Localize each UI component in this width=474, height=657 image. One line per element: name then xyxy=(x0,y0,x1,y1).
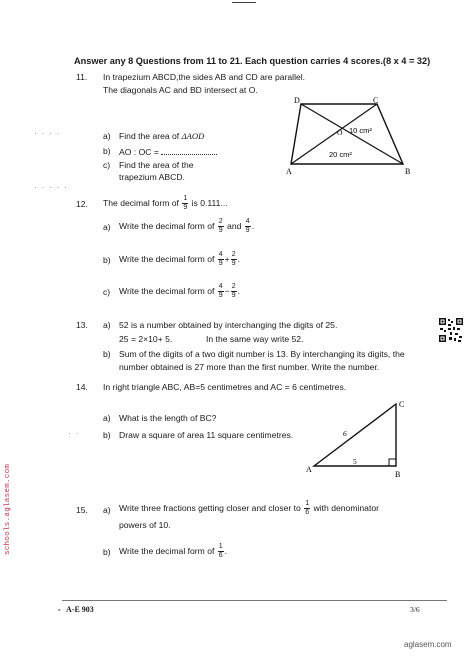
qr-code-icon xyxy=(439,318,463,342)
point-o-label: O xyxy=(337,128,343,137)
q13a-line2b: In the same way write 52. xyxy=(206,334,304,344)
q13b-label: b) xyxy=(103,349,111,359)
section-instructions: Answer any 8 Questions from 11 to 21. Each question carries 4 scores.(8 x 4 = 32) xyxy=(74,56,431,66)
q12b-label: b) xyxy=(103,255,111,265)
q14b-question: Draw a square of area 11 square centimetres. xyxy=(119,430,294,440)
area-aob-label: 20 cm² xyxy=(329,150,352,159)
fraction: $\frac{2}{9}$ xyxy=(231,283,236,299)
q15a-label: a) xyxy=(103,505,111,515)
fraction: $\frac{4}{9}$ xyxy=(245,218,250,234)
q14a-question: What is the length of BC? xyxy=(119,413,217,423)
scan-speck: · · xyxy=(68,428,80,438)
q14a-label: a) xyxy=(103,413,111,423)
fraction: $\frac{2}{9}$ xyxy=(231,251,236,267)
q14-stem: In right triangle ABC, AB=5 centimetres and AC = 6 centimetres. xyxy=(103,382,347,392)
q12b-question: Write the decimal form of $\frac{4}{9}$ + $\frac{2}{9}$ . xyxy=(119,251,240,267)
q13a-label: a) xyxy=(103,320,111,330)
q11-number: 11. xyxy=(76,72,88,82)
vertex-b-label: B xyxy=(405,167,411,176)
q11c-line1: Find the area of the xyxy=(119,160,194,170)
vertex-a-label: A xyxy=(306,465,312,474)
q14-number: 14. xyxy=(76,382,88,392)
q15a-line1: Write three fractions getting closer and closer to $\frac{1}{6}$ with denominator xyxy=(119,500,379,516)
fraction: $\frac{4}{9}$ xyxy=(218,283,223,299)
side-watermark: schools.aglasem.com xyxy=(4,463,12,555)
fraction: $\frac{1}{6}$ xyxy=(218,543,223,559)
fraction: $\frac{2}{9}$ xyxy=(218,218,223,234)
fraction: $\frac{4}{9}$ xyxy=(218,251,223,267)
q13a-line1: 52 is a number obtained by interchanging the digits of 25. xyxy=(119,320,338,330)
fraction: $\frac{1}{9}$ xyxy=(183,195,188,211)
scan-speck: · · · · xyxy=(34,128,61,138)
vertex-c-label: C xyxy=(373,96,379,105)
q15b-question: Write the decimal form of $\frac{1}{6}$ . xyxy=(119,543,228,559)
q13-number: 13. xyxy=(76,320,88,330)
q13b-line1: Sum of the digits of a two digit number is 13. By interchanging its digits, the xyxy=(119,349,405,359)
area-cob-label: 10 cm² xyxy=(349,126,372,135)
vertex-d-label: D xyxy=(294,96,300,105)
page-number: 3/6 xyxy=(410,605,420,614)
q12a-label: a) xyxy=(103,222,111,232)
scan-top-mark xyxy=(232,2,256,3)
q11-line1: In trapezium ABCD,the sides AB and CD are parallel. xyxy=(103,72,306,82)
q15b-label: b) xyxy=(103,547,111,557)
vertex-c-label: C xyxy=(399,400,405,409)
q11a-question: Find the area of ΔAOD xyxy=(119,131,205,141)
q11b-question: AO : OC = xyxy=(119,146,217,158)
q11c-line2: trapezium ABCD. xyxy=(119,172,185,182)
q13b-line2: number obtained is 27 more than the first number. Write the number. xyxy=(119,362,380,372)
side-ac-label: 6 xyxy=(343,429,347,438)
brand-watermark: aglasem.com xyxy=(404,640,452,649)
fraction: $\frac{1}{6}$ xyxy=(305,500,310,516)
q15a-line2: powers of 10. xyxy=(119,520,171,530)
q11b-label: b) xyxy=(103,146,111,156)
q12c-label: c) xyxy=(103,287,111,297)
trapezium-figure xyxy=(285,96,415,176)
q12c-question: Write the decimal form of $\frac{4}{9}$ − $\frac{2}{9}$ . xyxy=(119,283,240,299)
q11c-label: c) xyxy=(103,160,111,170)
answer-blank xyxy=(161,146,217,155)
q13a-line2a: 25 = 2×10+ 5. xyxy=(119,334,173,344)
q12a-question: Write the decimal form of $\frac{2}{9}$ and $\frac{4}{9}$ . xyxy=(119,218,255,234)
q14b-label: b) xyxy=(103,430,111,440)
q12-stem: The decimal form of $\frac{1}{9}$ is 0.111... xyxy=(103,195,228,211)
q15-number: 15. xyxy=(76,505,88,515)
vertex-b-label: B xyxy=(395,470,401,479)
q11-line2: The diagonals AC and BD intersect at O. xyxy=(103,85,258,95)
q12-number: 12. xyxy=(76,199,88,209)
right-triangle-figure xyxy=(302,396,412,480)
paper-code: A-E 903 xyxy=(66,605,94,614)
footer-marker: - xyxy=(58,605,61,614)
scan-speck: · · · · · xyxy=(34,182,68,192)
footer-rule xyxy=(62,600,447,601)
side-ab-label: 5 xyxy=(353,457,357,466)
right-angle-mark xyxy=(389,459,396,466)
q11a-label: a) xyxy=(103,131,111,141)
vertex-a-label: A xyxy=(286,167,292,176)
